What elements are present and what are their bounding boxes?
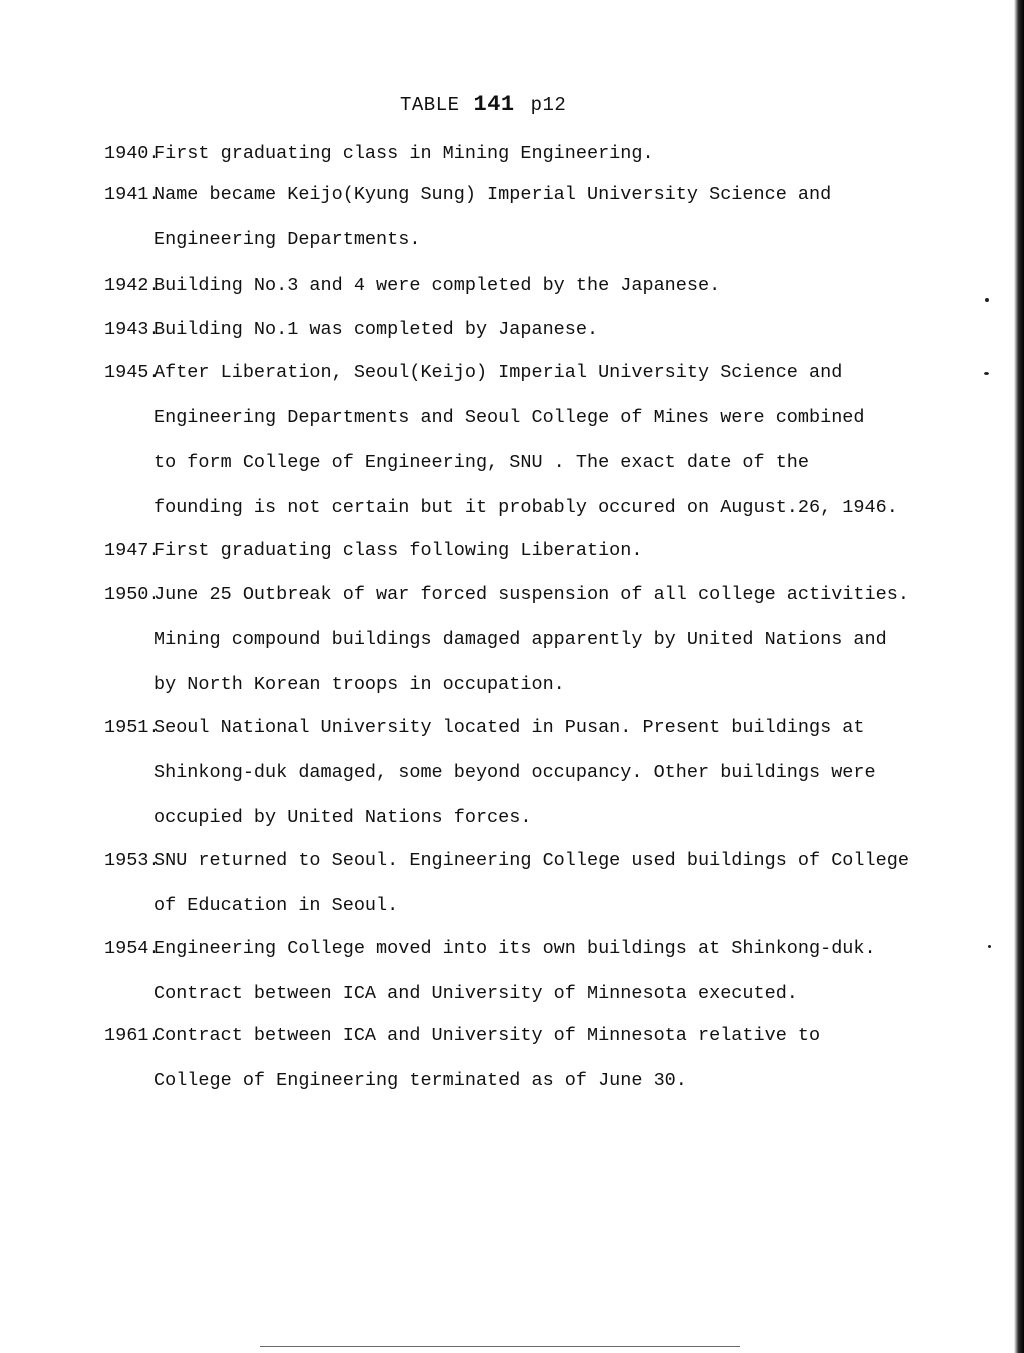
entry-text: After Liberation, Seoul(Keijo) Imperial University Science and Engineering Departments and Seoul College of Mines were combined to form College of Engineering, SNU . The exact date of the founding is not certain but it probably occured on August.26, 1946. <box>154 362 898 518</box>
entry-year: 1954. <box>104 938 160 959</box>
timeline-entry <box>104 172 924 262</box>
timeline-entry <box>104 838 924 928</box>
entry-text: Building No.1 was completed by Japanese. <box>154 319 599 340</box>
entry-year: 1942. <box>104 275 160 296</box>
entry-text: June 25 Outbreak of war forced suspension of all college activities. Mining compound buildings damaged apparently by United Nations and by North Korean troops in occupation. <box>154 584 909 695</box>
entry-year: 1961. <box>104 1025 160 1046</box>
timeline-entry <box>104 131 924 176</box>
entry-year: 1945. <box>104 362 160 383</box>
scan-speck <box>988 945 991 948</box>
scan-speck <box>984 372 989 375</box>
header-label: TABLE <box>400 94 460 116</box>
timeline-entry <box>104 528 924 573</box>
timeline-entry <box>104 705 924 840</box>
timeline-entry <box>104 350 924 530</box>
page-number: p12 <box>530 94 567 116</box>
entry-text: Building No.3 and 4 were completed by the Japanese. <box>154 275 721 296</box>
entry-text: Contract between ICA and University of Minnesota relative to College of Engineering terminated as of June 30. <box>154 1025 821 1091</box>
timeline-entry <box>104 263 924 308</box>
entry-year: 1951. <box>104 717 160 738</box>
entry-text: First graduating class following Liberation. <box>154 540 643 561</box>
entry-text: Name became Keijo(Kyung Sung) Imperial University Science and Engineering Departments. <box>154 184 832 250</box>
entry-text: SNU returned to Seoul. Engineering College used buildings of College of Education in Seoul. <box>154 850 909 916</box>
entry-year: 1943. <box>104 319 160 340</box>
entry-year: 1947. <box>104 540 160 561</box>
entry-year: 1940. <box>104 143 160 164</box>
entry-text: First graduating class in Mining Engineering. <box>154 143 654 164</box>
table-number: 141 <box>473 92 515 117</box>
page-edge-shadow <box>1014 0 1024 1353</box>
timeline-entry <box>104 1013 924 1103</box>
timeline-entry <box>104 307 924 352</box>
entry-text: Seoul National University located in Pusan. Present buildings at Shinkong-duk damaged, some beyond occupancy. Other buildings were occupied by United Nations forces. <box>154 717 876 828</box>
scan-speck <box>985 298 989 302</box>
entry-text: Engineering College moved into its own buildings at Shinkong-duk. Contract between ICA and University of Minnesota executed. <box>154 938 876 1004</box>
entry-year: 1941. <box>104 184 160 205</box>
entry-year: 1953. <box>104 850 160 871</box>
timeline-entry <box>104 926 924 1016</box>
timeline-entry <box>104 572 924 707</box>
entry-year: 1950. <box>104 584 160 605</box>
